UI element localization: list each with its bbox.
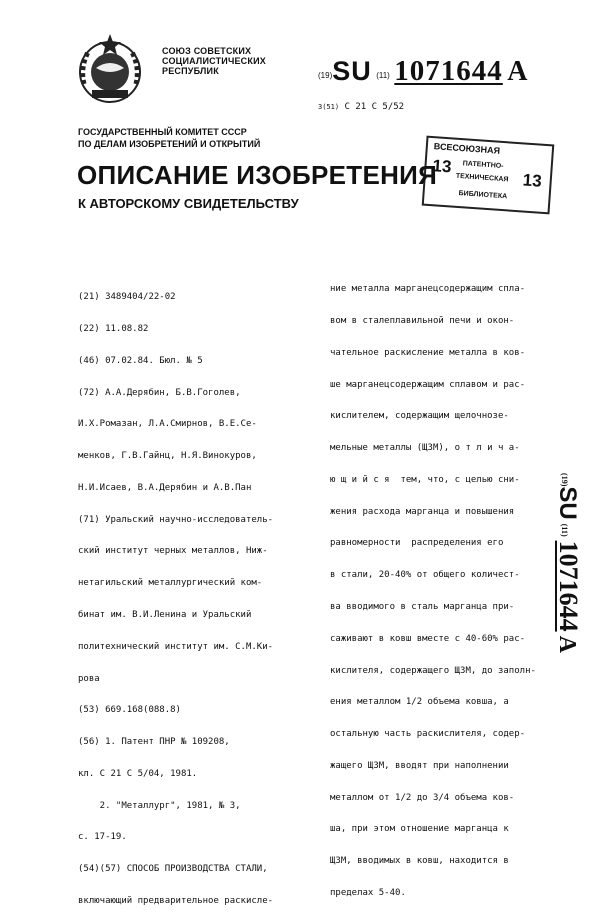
- document-subtitle: К АВТОРСКОМУ СВИДЕТЕЛЬСТВУ: [78, 196, 299, 211]
- right-line: пределах 5-40.: [330, 888, 406, 899]
- left-line: 2. "Металлург", 1981, № 3,: [78, 800, 241, 811]
- right-line: остальную часть раскислителя, содер-: [330, 729, 526, 740]
- left-line: рова: [78, 673, 100, 684]
- right-line: ю щ и й с я тем, что, с целью сни-: [330, 474, 520, 485]
- side-number: 1071644: [554, 540, 583, 632]
- ipc-value: С 21 С 5/52: [344, 102, 405, 112]
- left-line: И.Х.Ромазан, Л.А.Смирнов, В.Е.Се-: [78, 419, 257, 430]
- side-kind: A: [554, 635, 580, 653]
- side-patent-number: [548, 448, 588, 678]
- left-line: (22) 11.08.82: [78, 323, 149, 334]
- state-emblem: [70, 28, 150, 108]
- stamp-number-right: 13: [522, 170, 543, 191]
- right-line: ва вводимого в сталь марганца при-: [330, 602, 515, 612]
- side-country-code: (19): [560, 473, 569, 487]
- right-line: жащего ЩЗМ, вводят при наполнении: [330, 760, 509, 771]
- left-line: ский институт черных металлов, Ниж-: [78, 546, 268, 557]
- patent-kind: A: [507, 56, 528, 87]
- committee-line-2: ПО ДЕЛАМ ИЗОБРЕТЕНИЙ И ОТКРЫТИЙ: [78, 139, 261, 149]
- patent-header: [318, 55, 527, 88]
- union-name: [162, 46, 266, 76]
- right-line: мельные металлы (ЩЗМ), о т л и ч а-: [330, 443, 520, 454]
- stamp-line-1: ВСЕСОЮЗНАЯ: [433, 141, 501, 156]
- side-country: SU: [554, 486, 581, 520]
- claim-column: [330, 263, 570, 909]
- right-line: кислителем, содержащим щелочнозе-: [330, 411, 509, 422]
- committee: [78, 126, 260, 150]
- left-line: включающий предварительное раскисле-: [78, 896, 274, 907]
- left-line: (56) 1. Патент ПНР № 109208,: [78, 737, 230, 748]
- country: SU: [332, 56, 372, 86]
- left-line: менков, Г.В.Гайнц, Н.Я.Винокуров,: [78, 451, 257, 462]
- union-line-2: СОЦИАЛИСТИЧЕСКИХ: [162, 56, 266, 66]
- country-code: (19): [318, 71, 333, 80]
- right-line: в стали, 20-40% от общего количест-: [330, 570, 520, 581]
- right-line: жения расхода марганца и повышения: [330, 506, 515, 517]
- right-line: ше марганецсодержащим сплавом и рас-: [330, 379, 526, 390]
- ipc-classification: [318, 102, 404, 112]
- right-line: кислителя, содержащего ЩЗМ, до заполн-: [330, 665, 536, 676]
- left-line: бинат им. В.И.Ленина и Уральский: [78, 610, 252, 620]
- right-line: саживают в ковш вместе с 40-60% рас-: [330, 633, 526, 644]
- bibliographic-column: [78, 271, 321, 917]
- ipc-code: 3(51): [318, 103, 340, 111]
- committee-line-1: ГОСУДАРСТВЕННЫЙ КОМИТЕТ СССР: [78, 127, 247, 137]
- left-line: (72) А.А.Дерябин, Б.В.Гоголев,: [78, 387, 241, 398]
- left-line: кл. С 21 С 5/04, 1981.: [78, 768, 198, 779]
- left-line: Н.И.Исаев, В.А.Дерябин и А.В.Пан: [78, 482, 252, 493]
- left-line: (54)(57) СПОСОБ ПРОИЗВОДСТВА СТАЛИ,: [78, 864, 268, 875]
- right-line: ние металла марганецсодержащим спла-: [330, 284, 526, 295]
- stamp-number-left: 13: [431, 156, 453, 177]
- number-code: (11): [376, 71, 390, 80]
- left-line: (46) 07.02.84. Бюл. № 5: [78, 355, 203, 366]
- right-line: чательное раскисление металла в ков-: [330, 347, 526, 358]
- right-line: ша, при этом отношение марганца к: [330, 824, 509, 835]
- stamp-line-2: ПАТЕНТНО-: [462, 160, 504, 171]
- stamp-line-4: БИБЛИОТЕКА: [458, 190, 508, 201]
- stamp-line-3: ТЕХНИЧЕСКАЯ: [455, 172, 509, 184]
- right-line: ЩЗМ, вводимых в ковш, находится в: [330, 856, 509, 867]
- right-line: металлом от 1/2 до 3/4 объема ков-: [330, 792, 515, 803]
- right-line: равномерности распределения его: [330, 538, 504, 549]
- left-line: (21) 3489404/22-02: [78, 292, 176, 303]
- right-line: ения металлом 1/2 объема ковша, а: [330, 697, 509, 708]
- document-title: ОПИСАНИЕ ИЗОБРЕТЕНИЯ: [77, 160, 438, 190]
- left-line: нетагильский металлургический ком-: [78, 578, 263, 589]
- union-line-3: РЕСПУБЛИК: [162, 66, 219, 76]
- right-line: вом в сталеплавильной печи и окон-: [330, 315, 515, 326]
- library-stamp: [422, 136, 555, 215]
- left-line: (53) 669.168(088.8): [78, 705, 181, 716]
- side-number-code: (11): [560, 523, 569, 537]
- left-line: (71) Уральский научно-исследователь-: [78, 514, 274, 525]
- union-line-1: СОЮЗ СОВЕТСКИХ: [162, 46, 252, 56]
- patent-number: 1071644: [394, 55, 503, 87]
- left-line: с. 17-19.: [78, 832, 127, 843]
- left-line: политехнический институт им. С.М.Ки-: [78, 641, 274, 652]
